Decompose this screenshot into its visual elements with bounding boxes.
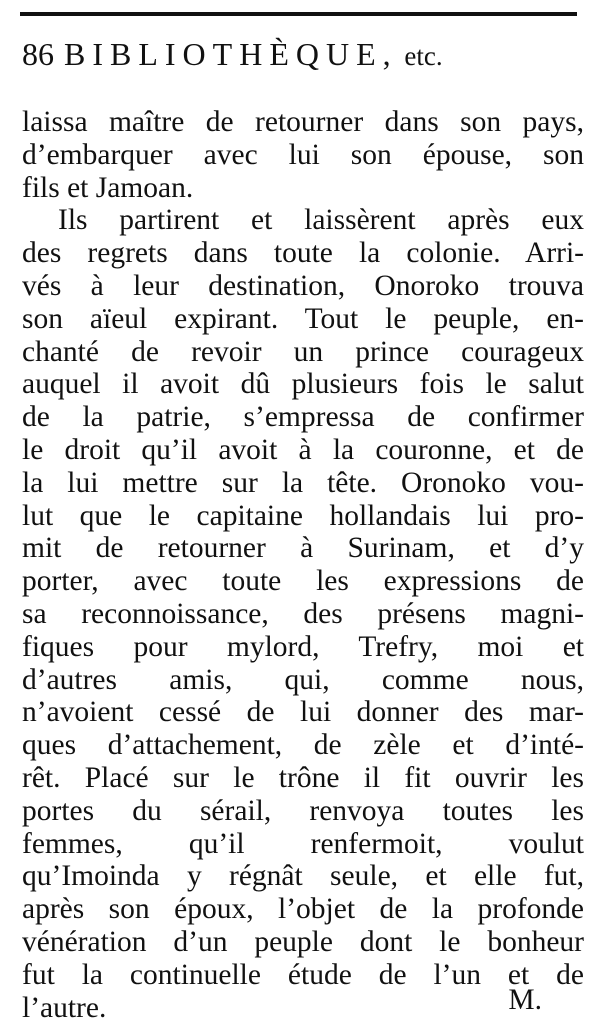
text-line: son aïeul expirant. Tout le peuple, en- — [22, 302, 584, 335]
text-line: femmes, qu’il renfermoit, voulut — [22, 827, 584, 860]
text-line: fils et Jamoan. — [22, 171, 194, 204]
text-line: l’autre. — [22, 991, 107, 1024]
text-line: des regrets dans toute la colonie. Arri- — [22, 237, 584, 270]
text-line: fiques pour mylord, Trefry, moi et — [22, 630, 584, 663]
text-line: fut la continuelle étude de l’un et de — [22, 958, 584, 991]
text-line: n’avoient cessé de lui donner des mar- — [22, 696, 584, 729]
text-line: rêt. Placé sur le trône il fit ouvrir les — [22, 761, 584, 794]
body-text — [22, 106, 584, 1024]
text-line: Ils partirent et laissèrent après eux — [58, 204, 584, 237]
text-line: d’autres amis, qui, comme nous, — [22, 663, 584, 696]
text-line: la lui mettre sur la tête. Oronoko vou- — [22, 466, 584, 499]
top-rule — [20, 12, 577, 16]
text-line: portes du sérail, renvoya toutes les — [22, 794, 584, 827]
text-line: laissa maître de retourner dans son pays, — [22, 106, 584, 138]
text-line: vés à leur destination, Onoroko trouva — [22, 269, 584, 302]
text-line: sa reconnoissance, des présens magni- — [22, 597, 584, 630]
text-line: ques d’attachement, de zèle et d’inté- — [22, 729, 584, 762]
page-number: 86 — [22, 36, 54, 72]
text-line: vénération d’un peuple dont le bonheur — [22, 925, 584, 958]
text-line: porter, avec toute les expressions de — [22, 565, 584, 598]
text-line: qu’Imoinda y régnât seule, et elle fut, — [22, 860, 584, 893]
text-line: le droit qu’il avoit à la couronne, et de — [22, 433, 584, 466]
text-line: après son époux, l’objet de la profonde — [22, 893, 584, 926]
text-line: mit de retourner à Surinam, et d’y — [22, 532, 584, 565]
text-line: d’embarquer avec lui son épouse, son — [22, 138, 584, 171]
text-line: lut que le capitaine hollandais lui pro- — [22, 499, 584, 532]
running-header — [22, 34, 578, 84]
author-signature: M. — [508, 984, 542, 1016]
running-title-suffix: etc. — [397, 41, 443, 71]
text-line: auquel il avoit dû plusieurs fois le salut — [22, 368, 584, 401]
running-title: BIBLIOTHÈQUE, — [64, 36, 398, 72]
text-line: de la patrie, s’empressa de confirmer — [22, 401, 584, 434]
text-line: chanté de revoir un prince courageux — [22, 335, 584, 368]
